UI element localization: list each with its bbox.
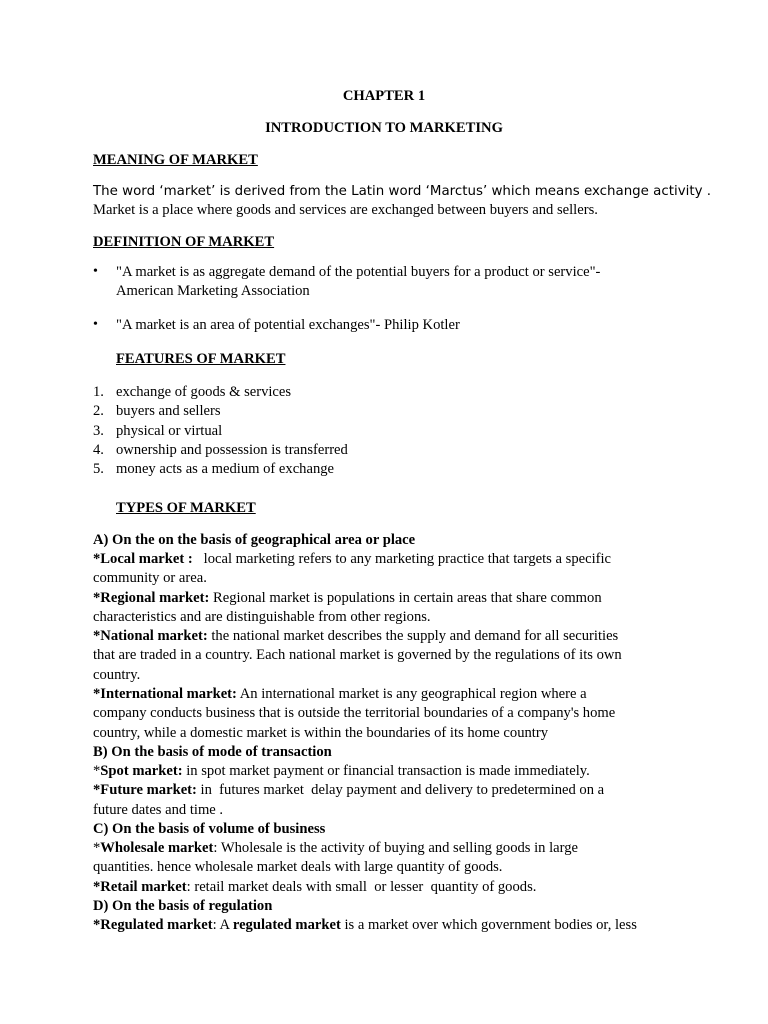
- national-market-cont-1: that are traded in a country. Each national market is governed by the regulations of its own: [93, 647, 622, 663]
- section-d-heading: D) On the basis of regulation: [93, 898, 273, 914]
- section-a-heading: A) On the on the basis of geographical area or place: [93, 532, 416, 548]
- future-market-line: [93, 781, 604, 800]
- regional-market-label: *Regional market:: [93, 590, 210, 606]
- regulated-market-mid: : A: [212, 917, 233, 933]
- definition-heading: DEFINITION OF MARKET: [93, 234, 275, 250]
- regulated-market-label: *Regulated market: [93, 917, 213, 933]
- national-market-label: *National market:: [93, 628, 208, 644]
- local-market-text: local marketing refers to any marketing practice that targets a specific: [192, 551, 612, 567]
- wholesale-market-text: : Wholesale is the activity of buying and selling goods in large: [213, 840, 579, 856]
- international-market-line: [93, 685, 587, 704]
- spot-market-text: in spot market payment or financial transaction is made immediately.: [182, 763, 590, 779]
- feature-item: exchange of goods & services: [116, 384, 292, 400]
- wholesale-market-star: *: [93, 840, 101, 856]
- future-market-label: *Future market:: [93, 782, 197, 798]
- feature-item: money acts as a medium of exchange: [116, 461, 335, 477]
- national-market-line: [93, 627, 618, 646]
- retail-market-line: [93, 878, 536, 897]
- regional-market-text: Regional market is populations in certain areas that share common: [209, 590, 602, 606]
- feature-number: 2.: [93, 403, 104, 419]
- meaning-heading: MEANING OF MARKET: [93, 152, 258, 168]
- international-market-label: *International market:: [93, 686, 237, 702]
- feature-number: 1.: [93, 384, 104, 400]
- feature-item: physical or virtual: [116, 423, 223, 439]
- spot-market-line: [93, 762, 590, 781]
- feature-number: 4.: [93, 442, 104, 458]
- future-market-text: in futures market delay payment and delivery to predetermined on a: [196, 782, 605, 798]
- regional-market-cont: characteristics and are distinguishable from other regions.: [93, 609, 431, 625]
- future-market-cont: future dates and time .: [93, 802, 224, 818]
- spot-market-label: Spot market:: [100, 763, 183, 779]
- features-heading: FEATURES OF MARKET: [116, 351, 286, 367]
- regulated-market-line: [93, 916, 637, 935]
- feature-number: 5.: [93, 461, 104, 477]
- spot-market-star: *: [93, 763, 101, 779]
- feature-number: 3.: [93, 423, 104, 439]
- retail-market-text: : retail market deals with small or lesser quantity of goods.: [186, 879, 537, 895]
- chapter-number: CHAPTER 1: [342, 88, 426, 104]
- international-market-text: An international market is any geographical region where a: [236, 686, 587, 702]
- bullet-marker: •: [93, 264, 98, 279]
- regional-market-line: [93, 589, 602, 608]
- feature-item: buyers and sellers: [116, 403, 221, 419]
- regulated-market-text: is a market over which government bodies or, less: [340, 917, 637, 933]
- local-market-line: [93, 550, 611, 569]
- wholesale-market-label: Wholesale market: [100, 840, 214, 856]
- national-market-cont-2: country.: [93, 667, 141, 683]
- local-market-cont: community or area.: [93, 570, 207, 586]
- regulated-market-term: regulated market: [232, 917, 341, 933]
- section-b-heading: B) On the basis of mode of transaction: [93, 744, 332, 760]
- meaning-line-1: The word ‘market’ is derived from the Latin word ‘Marctus’ which means exchange activity .: [93, 184, 712, 199]
- definition-1-line-2: American Marketing Association: [116, 283, 310, 299]
- wholesale-market-cont: quantities. hence wholesale market deals with large quantity of goods.: [93, 859, 503, 875]
- wholesale-market-line: [93, 839, 578, 858]
- international-market-cont-1: company conducts business that is outside the territorial boundaries of a company's home: [93, 705, 616, 721]
- national-market-text: the national market describes the supply and demand for all securities: [207, 628, 619, 644]
- chapter-title: INTRODUCTION TO MARKETING: [265, 120, 503, 136]
- bullet-marker: •: [93, 317, 98, 332]
- international-market-cont-2: country, while a domestic market is within the boundaries of its home country: [93, 725, 549, 741]
- types-heading: TYPES OF MARKET: [116, 500, 256, 516]
- definition-1-line-1: "A market is as aggregate demand of the potential buyers for a product or service"-: [116, 264, 601, 280]
- retail-market-label: *Retail market: [93, 879, 187, 895]
- feature-item: ownership and possession is transferred: [116, 442, 348, 458]
- meaning-line-2: Market is a place where goods and services are exchanged between buyers and sellers.: [93, 202, 598, 218]
- section-c-heading: C) On the basis of volume of business: [93, 821, 326, 837]
- local-market-label: *Local market :: [93, 551, 193, 567]
- definition-2-line-1: "A market is an area of potential exchanges"- Philip Kotler: [116, 317, 460, 333]
